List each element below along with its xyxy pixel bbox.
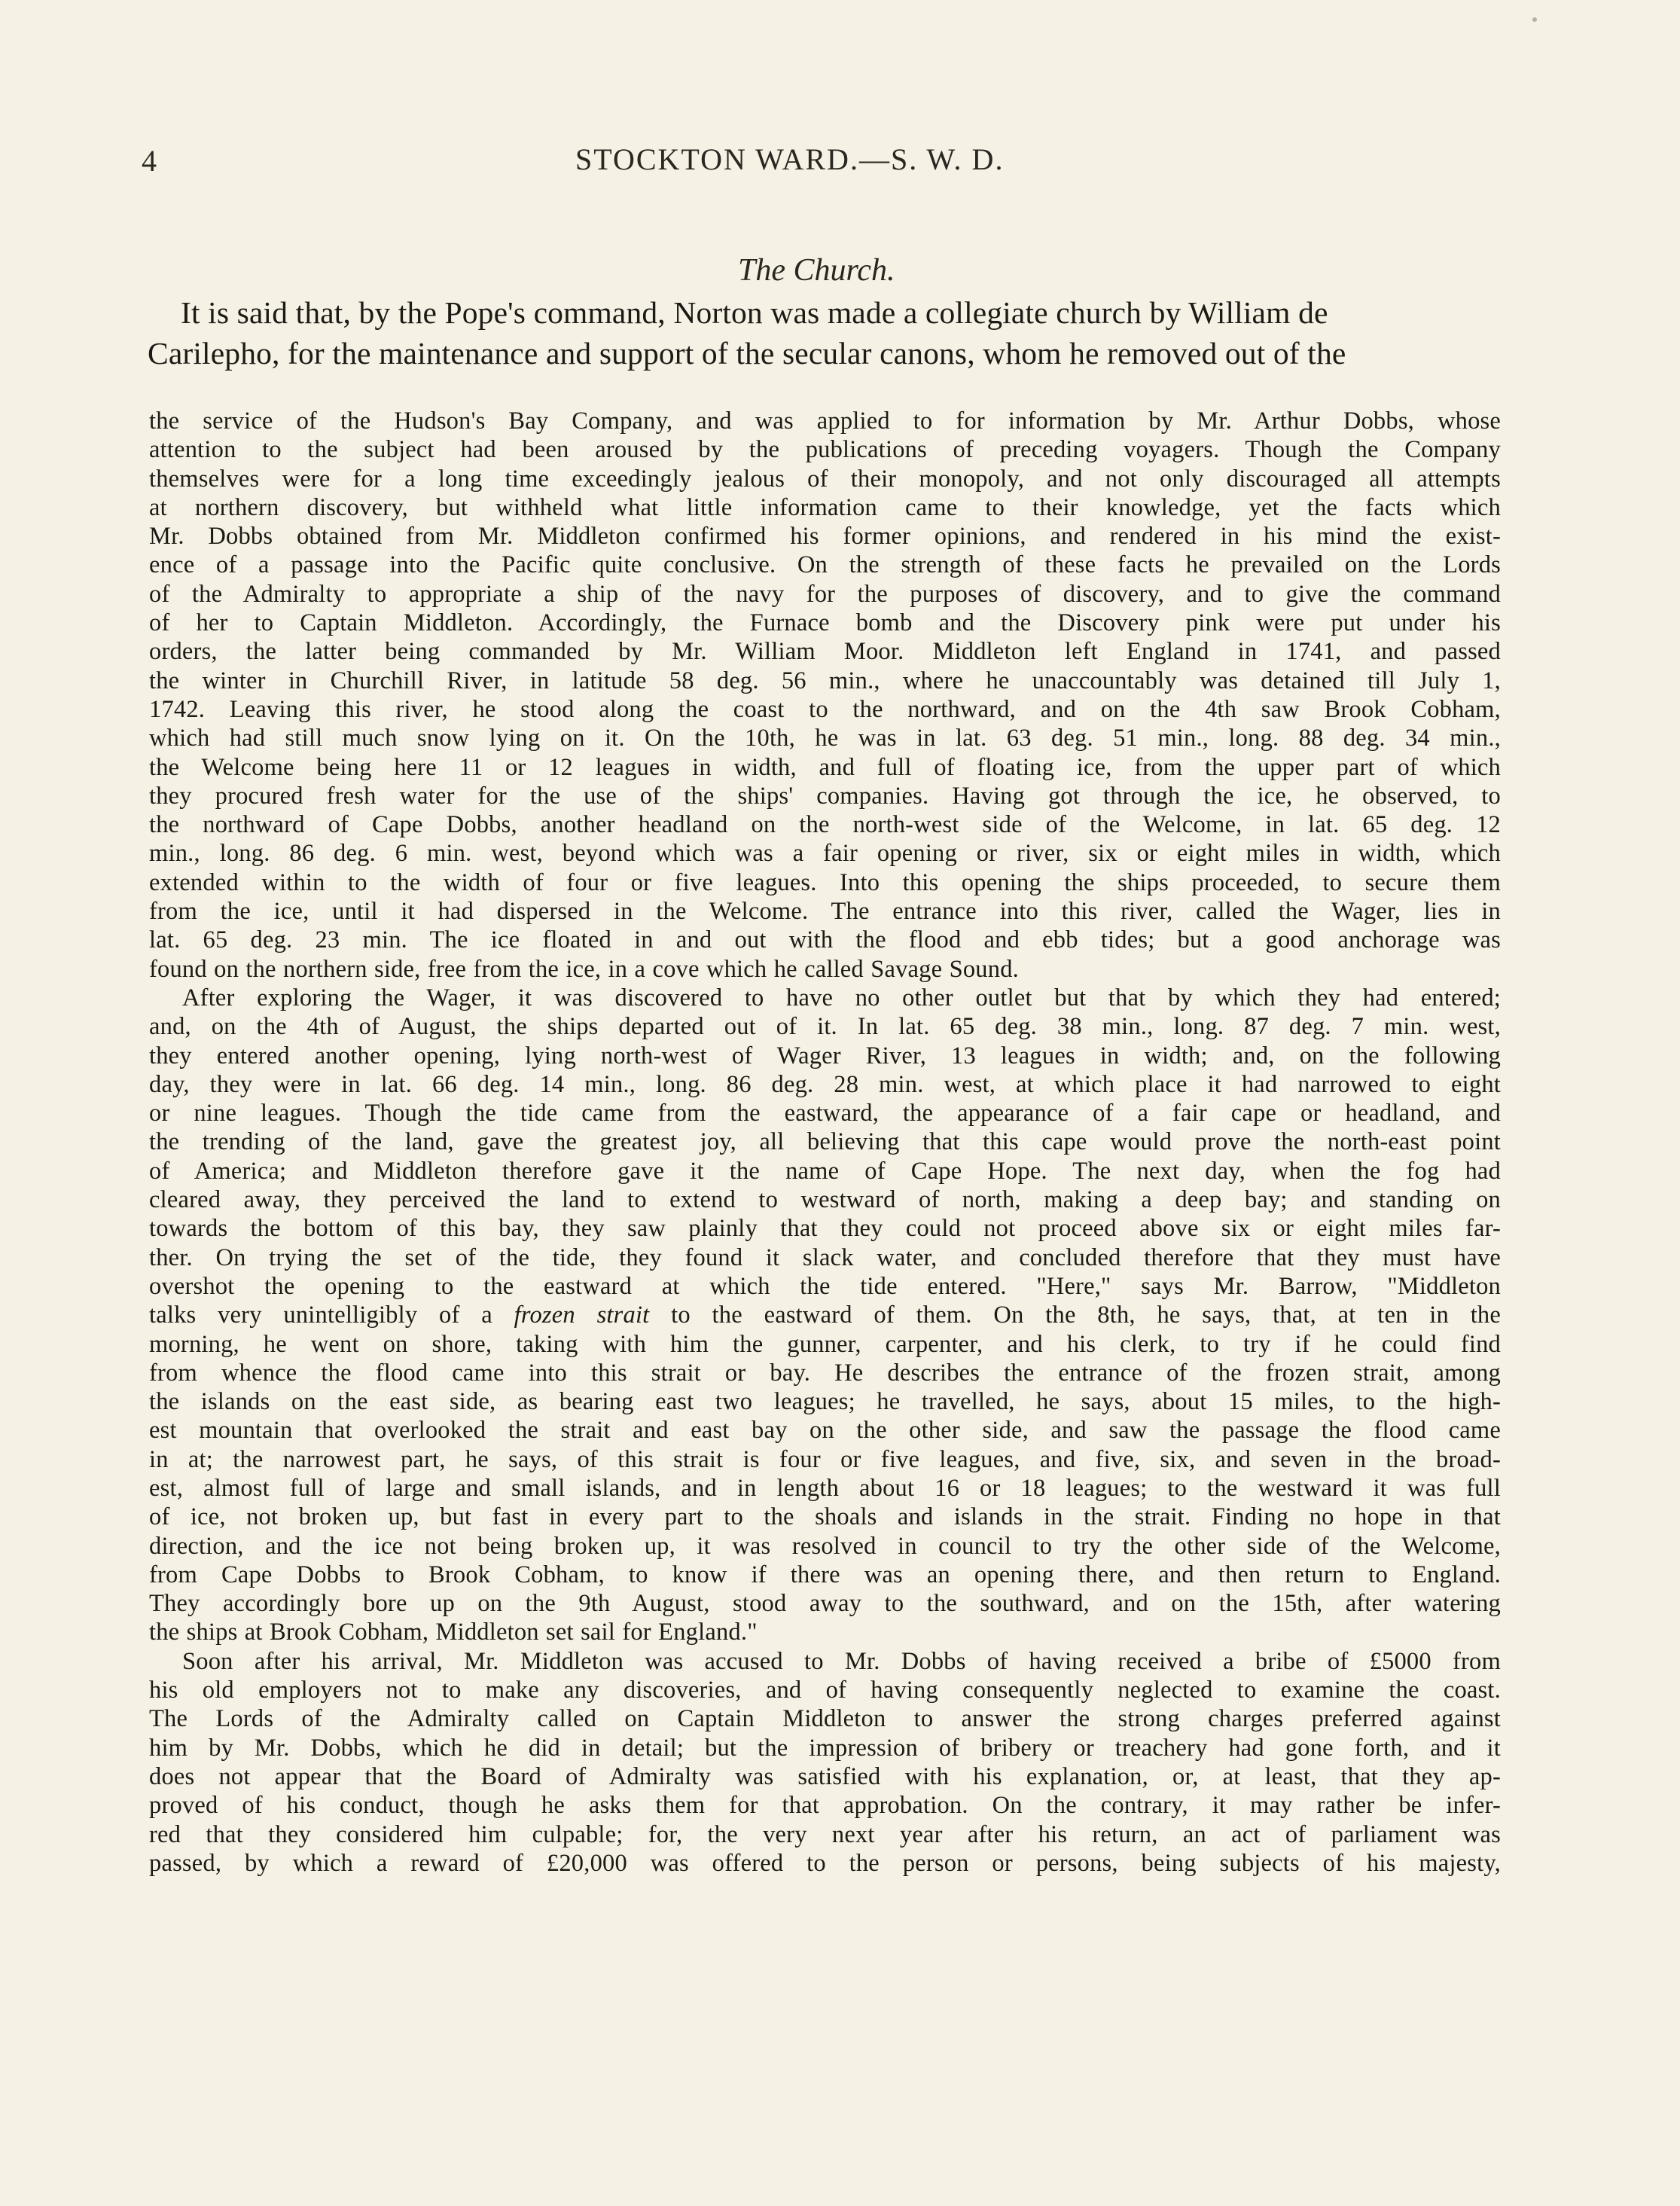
upper-text-block [148, 292, 1499, 374]
paper-speck [1532, 17, 1537, 22]
text-line: they entered another opening, lying north-west of Wager River, 13 leagues in width; and, on the following [149, 1042, 1501, 1069]
text-line: ence of a passage into the Pacific quite conclusive. On the strength of these facts he prevailed on the Lords [149, 551, 1501, 579]
text-line: overshot the opening to the eastward at which the tide entered. "Here," says Mr. Barrow, "Middleton [149, 1272, 1501, 1300]
text-line: from Cape Dobbs to Brook Cobham, to know if there was an opening there, and then return to England. [149, 1561, 1501, 1588]
text-line: The Lords of the Admiralty called on Captain Middleton to answer the strong charges preferred against [149, 1705, 1501, 1733]
text-line: of America; and Middleton therefore gave it the name of Cape Hope. The next day, when the fog had [149, 1157, 1501, 1185]
upper-text-line: It is said that, by the Pope's command, Norton was made a collegiate church by William de [181, 295, 1328, 330]
text-line [149, 1301, 1501, 1329]
text-line: of the Admiralty to appropriate a ship of the navy for the purposes of discovery, and to give the command [149, 580, 1501, 608]
text-line: at northern discovery, but withheld what little information came to their knowledge, yet the facts which [149, 493, 1501, 521]
text-line: Mr. Dobbs obtained from Mr. Middleton confirmed his former opinions, and rendered in his mind the exist- [149, 523, 1501, 551]
body-text [149, 407, 1501, 1878]
text-line: Soon after his arrival, Mr. Middleton was accused to Mr. Dobbs of having received a bribe of £5000 from [182, 1647, 1501, 1675]
text-line: or nine leagues. Though the tide came from the eastward, the appearance of a fair cape or headland, and [149, 1100, 1501, 1127]
text-line: cleared away, they perceived the land to extend to westward of north, making a deep bay; and standing on [149, 1186, 1501, 1214]
text-line: orders, the latter being commanded by Mr. William Moor. Middleton left England in 1741, and passed [149, 638, 1501, 666]
text-line: the trending of the land, gave the greatest joy, all believing that this cape would prove the north-east point [149, 1128, 1501, 1156]
text-line: est mountain that overlooked the strait and east bay on the other side, and saw the passage the flood came [149, 1417, 1501, 1445]
text-line: proved of his conduct, though he asks them for that approbation. On the contrary, it may rather be infer- [149, 1792, 1501, 1820]
text-line: 1742. Leaving this river, he stood along the coast to the northward, and on the 4th saw Brook Cobham, [149, 695, 1501, 723]
text-line: they procured fresh water for the use of the ships' companies. Having got through the ice, he observed, to [149, 782, 1501, 810]
paragraph [149, 407, 1501, 984]
text-segment: talks very unintelligibly of a [149, 1301, 514, 1329]
italic-phrase: frozen strait [514, 1301, 650, 1329]
text-line: does not appear that the Board of Admiralty was satisfied with his explanation, or, at least, that they ap- [149, 1762, 1501, 1790]
text-line: of ice, not broken up, but fast in every part to the shoals and islands in the strait. Finding no hope in that [149, 1503, 1501, 1531]
text-line: the northward of Cape Dobbs, another headland on the north-west side of the Welcome, in lat. 65 deg. 12 [149, 811, 1501, 839]
text-line: from whence the flood came into this strait or bay. He describes the entrance of the frozen strait, among [149, 1359, 1501, 1387]
upper-text-line: Carilepho, for the maintenance and support of the secular canons, whom he removed out of the [148, 336, 1346, 371]
text-line: min., long. 86 deg. 6 min. west, beyond which was a fair opening or river, six or eight miles in width, which [149, 840, 1501, 868]
text-line: extended within to the width of four or five leagues. Into this opening the ships proceeded, to secure them [149, 868, 1501, 896]
text-line: ther. On trying the set of the tide, they found it slack water, and concluded therefore that they must have [149, 1243, 1501, 1271]
text-line: the islands on the east side, as bearing east two leagues; he travelled, he says, about 15 miles, to the high- [149, 1388, 1501, 1416]
text-line: red that they considered him culpable; for, the very next year after his return, an act of parliament was [149, 1820, 1501, 1848]
text-line: After exploring the Wager, it was discovered to have no other outlet but that by which they had entered; [182, 984, 1501, 1011]
text-line: attention to the subject had been aroused by the publications of preceding voyagers. Though the Company [149, 436, 1501, 464]
text-line: the ships at Brook Cobham, Middleton set sail for England." [149, 1619, 758, 1646]
text-line: and, on the 4th of August, the ships departed out of it. In lat. 65 deg. 38 min., long. 87 deg. 7 min. west, [149, 1013, 1501, 1041]
section-title: The Church. [738, 253, 895, 288]
text-line: the Welcome being here 11 or 12 leagues in width, and full of floating ice, from the upper part of which [149, 753, 1501, 781]
text-line: towards the bottom of this bay, they saw plainly that they could not proceed above six or eight miles far- [149, 1215, 1501, 1243]
text-line: direction, and the ice not being broken up, it was resolved in council to try the other side of the Welcome, [149, 1532, 1501, 1560]
text-line: morning, he went on shore, taking with him the gunner, carpenter, and his clerk, to try if he could find [149, 1330, 1501, 1358]
text-line: day, they were in lat. 66 deg. 14 min., long. 86 deg. 28 min. west, at which place it had narrowed to eight [149, 1070, 1501, 1098]
text-line: the service of the Hudson's Bay Company, and was applied to for information by Mr. Arthur Dobbs, whose [149, 407, 1501, 435]
text-line: found on the northern side, free from the ice, in a cove which he called Savage Sound. [149, 955, 1019, 983]
text-line: his old employers not to make any discoveries, and of having consequently neglected to examine the coast. [149, 1677, 1501, 1704]
text-line: in at; the narrowest part, he says, of this strait is four or five leagues, and five, six, and seven in the broad- [149, 1445, 1501, 1473]
text-line: him by Mr. Dobbs, which he did in detail; but the impression of bribery or treachery had gone forth, and it [149, 1734, 1501, 1762]
text-line: est, almost full of large and small islands, and in length about 16 or 18 leagues; to the westward it was full [149, 1474, 1501, 1502]
page-number: 4 [142, 144, 157, 178]
paragraph [149, 1647, 1501, 1878]
text-line: the winter in Churchill River, in latitude 58 deg. 56 min., where he unaccountably was detained till July 1, [149, 667, 1501, 694]
text-line: They accordingly bore up on the 9th August, stood away to the southward, and on the 15th, after watering [149, 1590, 1501, 1618]
text-line: passed, by which a reward of £20,000 was offered to the person or persons, being subjects of his majesty, [149, 1849, 1501, 1877]
text-line: of her to Captain Middleton. Accordingly, the Furnace bomb and the Discovery pink were put under his [149, 609, 1501, 637]
paragraph [149, 984, 1501, 1647]
text-line: lat. 65 deg. 23 min. The ice floated in and out with the flood and ebb tides; but a good anchorage was [149, 926, 1501, 954]
running-title: STOCKTON WARD.—S. W. D. [575, 142, 1005, 176]
text-line: which had still much snow lying on it. On the 10th, he was in lat. 63 deg. 51 min., long. 88 deg. 34 min., [149, 725, 1501, 752]
text-segment: to the eastward of them. On the 8th, he says, that, at ten in the [649, 1301, 1501, 1329]
text-line: themselves were for a long time exceedingly jealous of their monopoly, and not only discouraged all attempts [149, 465, 1501, 493]
text-line: from the ice, until it had dispersed in the Welcome. The entrance into this river, called the Wager, lies in [149, 898, 1501, 926]
